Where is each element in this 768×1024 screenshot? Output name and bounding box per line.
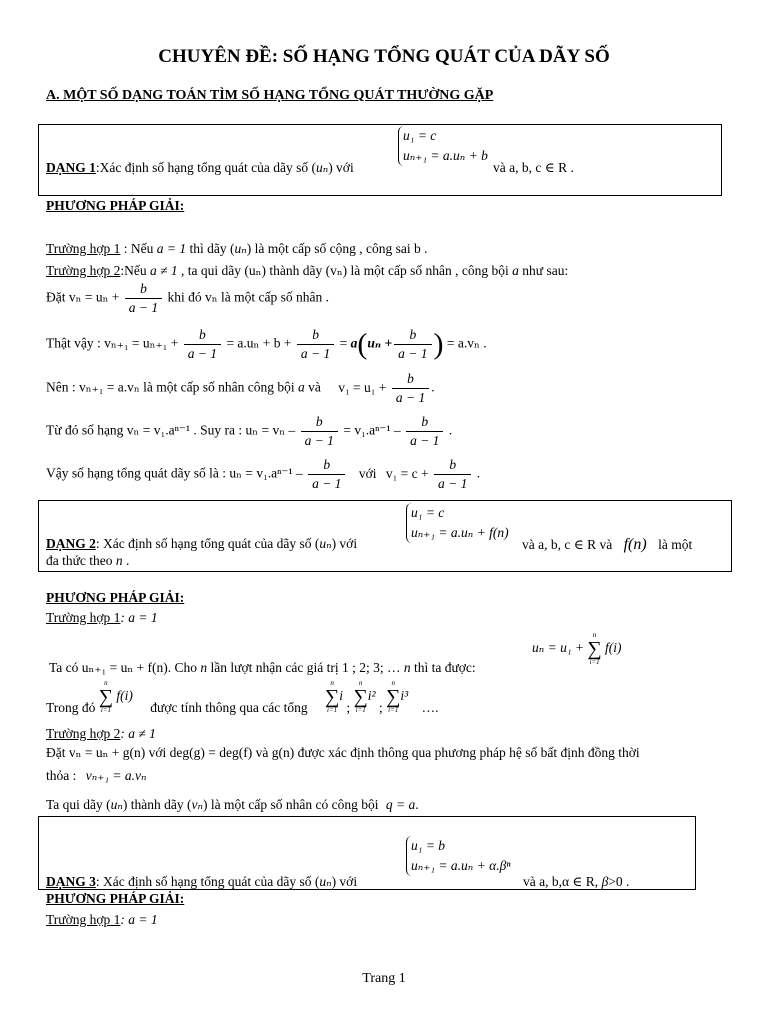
trongdo-text-b: được tính thông qua các tổng bbox=[150, 700, 308, 716]
taqui-dot: . bbox=[415, 797, 419, 812]
formula-fi: f(i) bbox=[605, 640, 622, 656]
frac-den: a − 1 bbox=[410, 433, 440, 448]
tudo-text-b: = bbox=[343, 422, 351, 438]
dang3-beta: β bbox=[601, 874, 609, 889]
frac-den: a − 1 bbox=[304, 433, 334, 448]
sum-sig: ∑ bbox=[324, 686, 340, 708]
vay-text-a: Vậy số hạng tổng quát dãy số là : uₙ = bbox=[46, 465, 253, 481]
tudo-text-d: . bbox=[448, 422, 453, 438]
dang3-line bbox=[46, 874, 357, 890]
vay-math-a: v₁.aⁿ⁻¹ – bbox=[256, 465, 303, 481]
vay-fraction-1 bbox=[308, 457, 345, 492]
dang1-voi: ) với bbox=[328, 160, 354, 175]
sum-i2: i² bbox=[367, 688, 376, 704]
dang3-label: DẠNG 3 bbox=[46, 874, 96, 889]
th2-text-a: :Nếu bbox=[120, 263, 147, 278]
dang2-sys-line1: u₁ = c bbox=[411, 505, 445, 520]
thoa-math: vₙ₊₁ = a.vₙ bbox=[85, 768, 147, 783]
dang2-cond-line bbox=[522, 536, 692, 554]
sum-bot: i=1 bbox=[355, 706, 366, 714]
nen-text-c: . bbox=[431, 379, 435, 395]
dang2-tail: là một bbox=[658, 537, 693, 552]
d2-th2-line bbox=[46, 726, 156, 742]
dang1-sys-line1: u₁ = c bbox=[403, 128, 437, 143]
frac-num: b bbox=[394, 327, 431, 345]
thatvay-text-c: = bbox=[339, 335, 348, 351]
dang2-line bbox=[46, 536, 357, 552]
dang2-line2 bbox=[46, 553, 129, 569]
trongdo-text-a: Trong đó bbox=[46, 700, 96, 716]
th2-text-c: như sau: bbox=[522, 263, 569, 278]
tudo-text-a: Từ đó số hạng vₙ = v₁.aⁿ⁻¹ . Suy ra : uₙ = vₙ – bbox=[46, 422, 296, 438]
vay-text-c: với bbox=[358, 465, 377, 481]
sum-icon bbox=[354, 680, 368, 714]
sum-sig: ∑ bbox=[386, 686, 401, 708]
formula-un bbox=[532, 632, 622, 666]
dang3-voi: ) với bbox=[331, 874, 358, 889]
th1-label: Trường hợp 1 bbox=[46, 241, 121, 256]
thoa-line bbox=[46, 768, 146, 784]
dang3-sys-line1: u₁ = b bbox=[411, 838, 446, 853]
th1-text-b: thì dãy ( bbox=[189, 241, 235, 256]
thatvay-math-a: a bbox=[350, 335, 358, 351]
d2-th1-label: Trường hợp 1 bbox=[46, 610, 121, 625]
th2-label: Trường hợp 2 bbox=[46, 263, 121, 278]
sum-bot: i=1 bbox=[388, 706, 399, 714]
dang2-text: : Xác định số hạng tổng quát của dãy số ( bbox=[95, 536, 320, 551]
thoa-text: thỏa : bbox=[46, 768, 77, 783]
th1-math-a: a = 1 bbox=[156, 241, 187, 256]
tudo-fraction-2 bbox=[406, 414, 443, 449]
tudo-fraction-1 bbox=[301, 414, 338, 449]
taco-line bbox=[49, 660, 476, 676]
tudo-math: v₁.aⁿ⁻¹ – bbox=[354, 422, 401, 438]
thatvay-fraction-3 bbox=[394, 327, 431, 362]
tudo-line bbox=[46, 414, 452, 449]
nen-fraction bbox=[392, 371, 429, 406]
taco-text-b: lần lượt nhận các giá trị 1 ; 2; 3; … bbox=[210, 660, 401, 675]
frac-num: b bbox=[308, 457, 345, 475]
frac-den: a − 1 bbox=[128, 300, 159, 315]
sum-top: n bbox=[592, 631, 597, 639]
dang1-sys-line2: uₙ₊₁ = a.uₙ + b bbox=[403, 148, 488, 163]
th1-math-u: uₙ bbox=[234, 241, 247, 256]
taco-n2: n bbox=[403, 660, 411, 675]
taqui-u: uₙ bbox=[110, 797, 123, 812]
dang1-seq: uₙ bbox=[315, 160, 329, 175]
taqui-v: vₙ bbox=[191, 797, 203, 812]
dat-text-a: Đặt vₙ = uₙ + bbox=[46, 289, 120, 305]
frac-num: b bbox=[406, 414, 443, 432]
frac-num: b bbox=[301, 414, 338, 432]
thatvay-text-a: Thật vậy : vₙ₊₁ = uₙ₊₁ + bbox=[46, 335, 179, 351]
dang2-sys-line2: uₙ₊₁ = a.uₙ + f(n) bbox=[411, 525, 509, 540]
frac-den: a − 1 bbox=[312, 476, 342, 491]
nen-text-b: và bbox=[308, 379, 321, 395]
taqui-line bbox=[46, 797, 419, 813]
nen-math-v1: v₁ = u₁ + bbox=[338, 379, 387, 395]
dang3-text: : Xác định số hạng tổng quát của dãy số ( bbox=[95, 874, 320, 889]
vay-line bbox=[46, 457, 480, 492]
d3-th1-label: Trường hợp 1 bbox=[46, 912, 121, 927]
frac-num: b bbox=[297, 327, 334, 345]
dang2-label: DẠNG 2 bbox=[46, 536, 96, 551]
frac-den: a − 1 bbox=[438, 476, 468, 491]
dat-text-b: khi đó vₙ là một cấp số nhân . bbox=[167, 289, 329, 305]
thatvay-line: Thật vậy : vₙ₊₁ = uₙ₊₁ + $\frac{b}{a - 1}$ = a.uₙ + b + $\frac{b}{a - 1}$ = a(uₙ + $\frac{b}{a - 1}$ ) = a.vₙ . bbox=[46, 327, 487, 361]
thatvay-math-inner: uₙ + bbox=[367, 335, 393, 351]
dat-line bbox=[46, 281, 329, 316]
frac-num: b bbox=[184, 327, 221, 345]
frac-num: b bbox=[392, 371, 429, 389]
dat-fraction bbox=[125, 281, 162, 316]
sum-icon bbox=[325, 680, 339, 714]
taco-text-c: thì ta được: bbox=[413, 660, 476, 675]
taqui-text-b: ) thành dãy ( bbox=[122, 797, 192, 812]
th2-math-a: a ≠ 1 bbox=[150, 263, 178, 278]
sum-top: n bbox=[391, 679, 395, 687]
d2-th1-math: : a = 1 bbox=[120, 610, 158, 625]
th1-text-a: : Nếu bbox=[123, 241, 154, 256]
th2-math-q: a bbox=[512, 263, 519, 278]
sum-top: n bbox=[358, 679, 363, 687]
th2-line bbox=[46, 263, 568, 279]
sum-sig: ∑ bbox=[98, 686, 114, 708]
thatvay-text-d: = a.vₙ . bbox=[446, 335, 487, 351]
sum-top: n bbox=[104, 679, 108, 687]
sum-i: i bbox=[339, 688, 343, 704]
sum-icon bbox=[386, 680, 400, 714]
sum-bot: i=1 bbox=[100, 706, 111, 714]
taco-n: n bbox=[200, 660, 208, 675]
page-title: CHUYÊN ĐỀ: SỐ HẠNG TỔNG QUÁT CỦA DÃY SỐ bbox=[158, 46, 610, 67]
trongdo-fi: f(i) bbox=[116, 688, 133, 704]
sum-top: n bbox=[330, 679, 334, 687]
dang3-sys-line2: uₙ₊₁ = a.uₙ + α.βⁿ bbox=[411, 858, 511, 873]
d3-th1-line bbox=[46, 912, 158, 928]
sum-bot: i=1 bbox=[327, 706, 338, 714]
taco-text-a: Ta có uₙ₊₁ = uₙ + f(n). Cho bbox=[49, 660, 198, 675]
dang1-line bbox=[46, 160, 354, 176]
dat2-line: Đặt vₙ = uₙ + g(n) với deg(g) = deg(f) và g(n) được xác định thông qua phương pháp hệ số bất định đồng thời bbox=[46, 745, 640, 760]
semi-2: ; bbox=[378, 700, 383, 716]
d3-th1-math: : a = 1 bbox=[120, 912, 158, 927]
dang2-seq: uₙ bbox=[319, 536, 332, 551]
taqui-text-c: ) là một cấp số nhân có công bội bbox=[202, 797, 379, 812]
th1-text-c: ) là một cấp số cộng , công sai b . bbox=[246, 241, 428, 256]
frac-num: b bbox=[125, 281, 162, 299]
d2-th1-line bbox=[46, 610, 158, 626]
taqui-q: q = a bbox=[385, 797, 416, 812]
vay-math-v1: v₁ = c + bbox=[385, 465, 429, 481]
dang2-system bbox=[406, 503, 509, 543]
sum-bot: i=1 bbox=[589, 658, 600, 666]
dang2-n: n bbox=[115, 553, 123, 568]
vay-text-e: . bbox=[476, 465, 481, 481]
thatvay-fraction-2 bbox=[297, 327, 334, 362]
nen-text-a: Nên : vₙ₊₁ = a.vₙ là một cấp số nhân công bội bbox=[46, 379, 295, 395]
dang2-dot: . bbox=[126, 553, 130, 568]
section-a-heading: A. MỘT SỐ DẠNG TOÁN TÌM SỐ HẠNG TỔNG QUÁT THƯỜNG GẶP bbox=[46, 88, 494, 103]
dang2-voi: ) với bbox=[331, 536, 358, 551]
d2-th2-label: Trường hợp 2 bbox=[46, 726, 121, 741]
frac-den: a − 1 bbox=[398, 346, 428, 361]
frac-den: a − 1 bbox=[187, 346, 218, 361]
formula-un-lhs: uₙ = u₁ + bbox=[532, 640, 585, 656]
ppg1-heading: PHƯƠNG PHÁP GIẢI: bbox=[46, 198, 185, 213]
trongdo-line bbox=[46, 680, 438, 716]
vay-fraction-2 bbox=[434, 457, 471, 492]
dang3-cond-line bbox=[523, 874, 629, 890]
page-footer: Trang 1 bbox=[362, 971, 406, 986]
dots: …. bbox=[421, 700, 439, 716]
dang3-seq: uₙ bbox=[319, 874, 332, 889]
sum-i3: i³ bbox=[400, 688, 409, 704]
taqui-text-a: Ta qui dãy ( bbox=[46, 797, 111, 812]
sum-sig: ∑ bbox=[353, 686, 368, 708]
dang3-system bbox=[406, 836, 511, 876]
sum-icon bbox=[587, 632, 601, 666]
thatvay-text-b: = a.uₙ + b + bbox=[226, 335, 292, 351]
frac-num: b bbox=[434, 457, 471, 475]
ppg2-heading: PHƯƠNG PHÁP GIẢI: bbox=[46, 590, 185, 605]
dang3-cond: và a, b,α ∈ R, bbox=[523, 874, 599, 889]
dang2-cond: và a, b, c ∈ R và bbox=[522, 537, 613, 552]
dang1-text: :Xác định số hạng tổng quát của dãy số ( bbox=[95, 160, 316, 175]
ppg3-heading: PHƯƠNG PHÁP GIẢI: bbox=[46, 891, 185, 906]
dang1-system bbox=[398, 126, 488, 166]
semi-1: ; bbox=[346, 700, 351, 716]
frac-den: a − 1 bbox=[300, 346, 331, 361]
dang1-label: DẠNG 1 bbox=[46, 160, 96, 175]
d2-th2-math: : a ≠ 1 bbox=[120, 726, 156, 741]
nen-line bbox=[46, 371, 435, 406]
frac-den: a − 1 bbox=[395, 390, 426, 405]
th1-line bbox=[46, 241, 427, 257]
dang1-cond: và a, b, c ∈ R . bbox=[493, 160, 574, 175]
th2-text-b: , ta qui dãy (uₙ) thành dãy (vₙ) là một cấp số nhân , công bội bbox=[181, 263, 509, 278]
sum-icon bbox=[99, 680, 113, 714]
thatvay-fraction-1 bbox=[184, 327, 221, 362]
dang3-tail: >0 . bbox=[608, 874, 630, 889]
dang2-fn: f(n) bbox=[623, 536, 647, 553]
nen-math-a: a bbox=[297, 379, 305, 395]
dang2-line2-text: đa thức theo bbox=[46, 553, 113, 568]
sum-sig: ∑ bbox=[587, 638, 602, 660]
